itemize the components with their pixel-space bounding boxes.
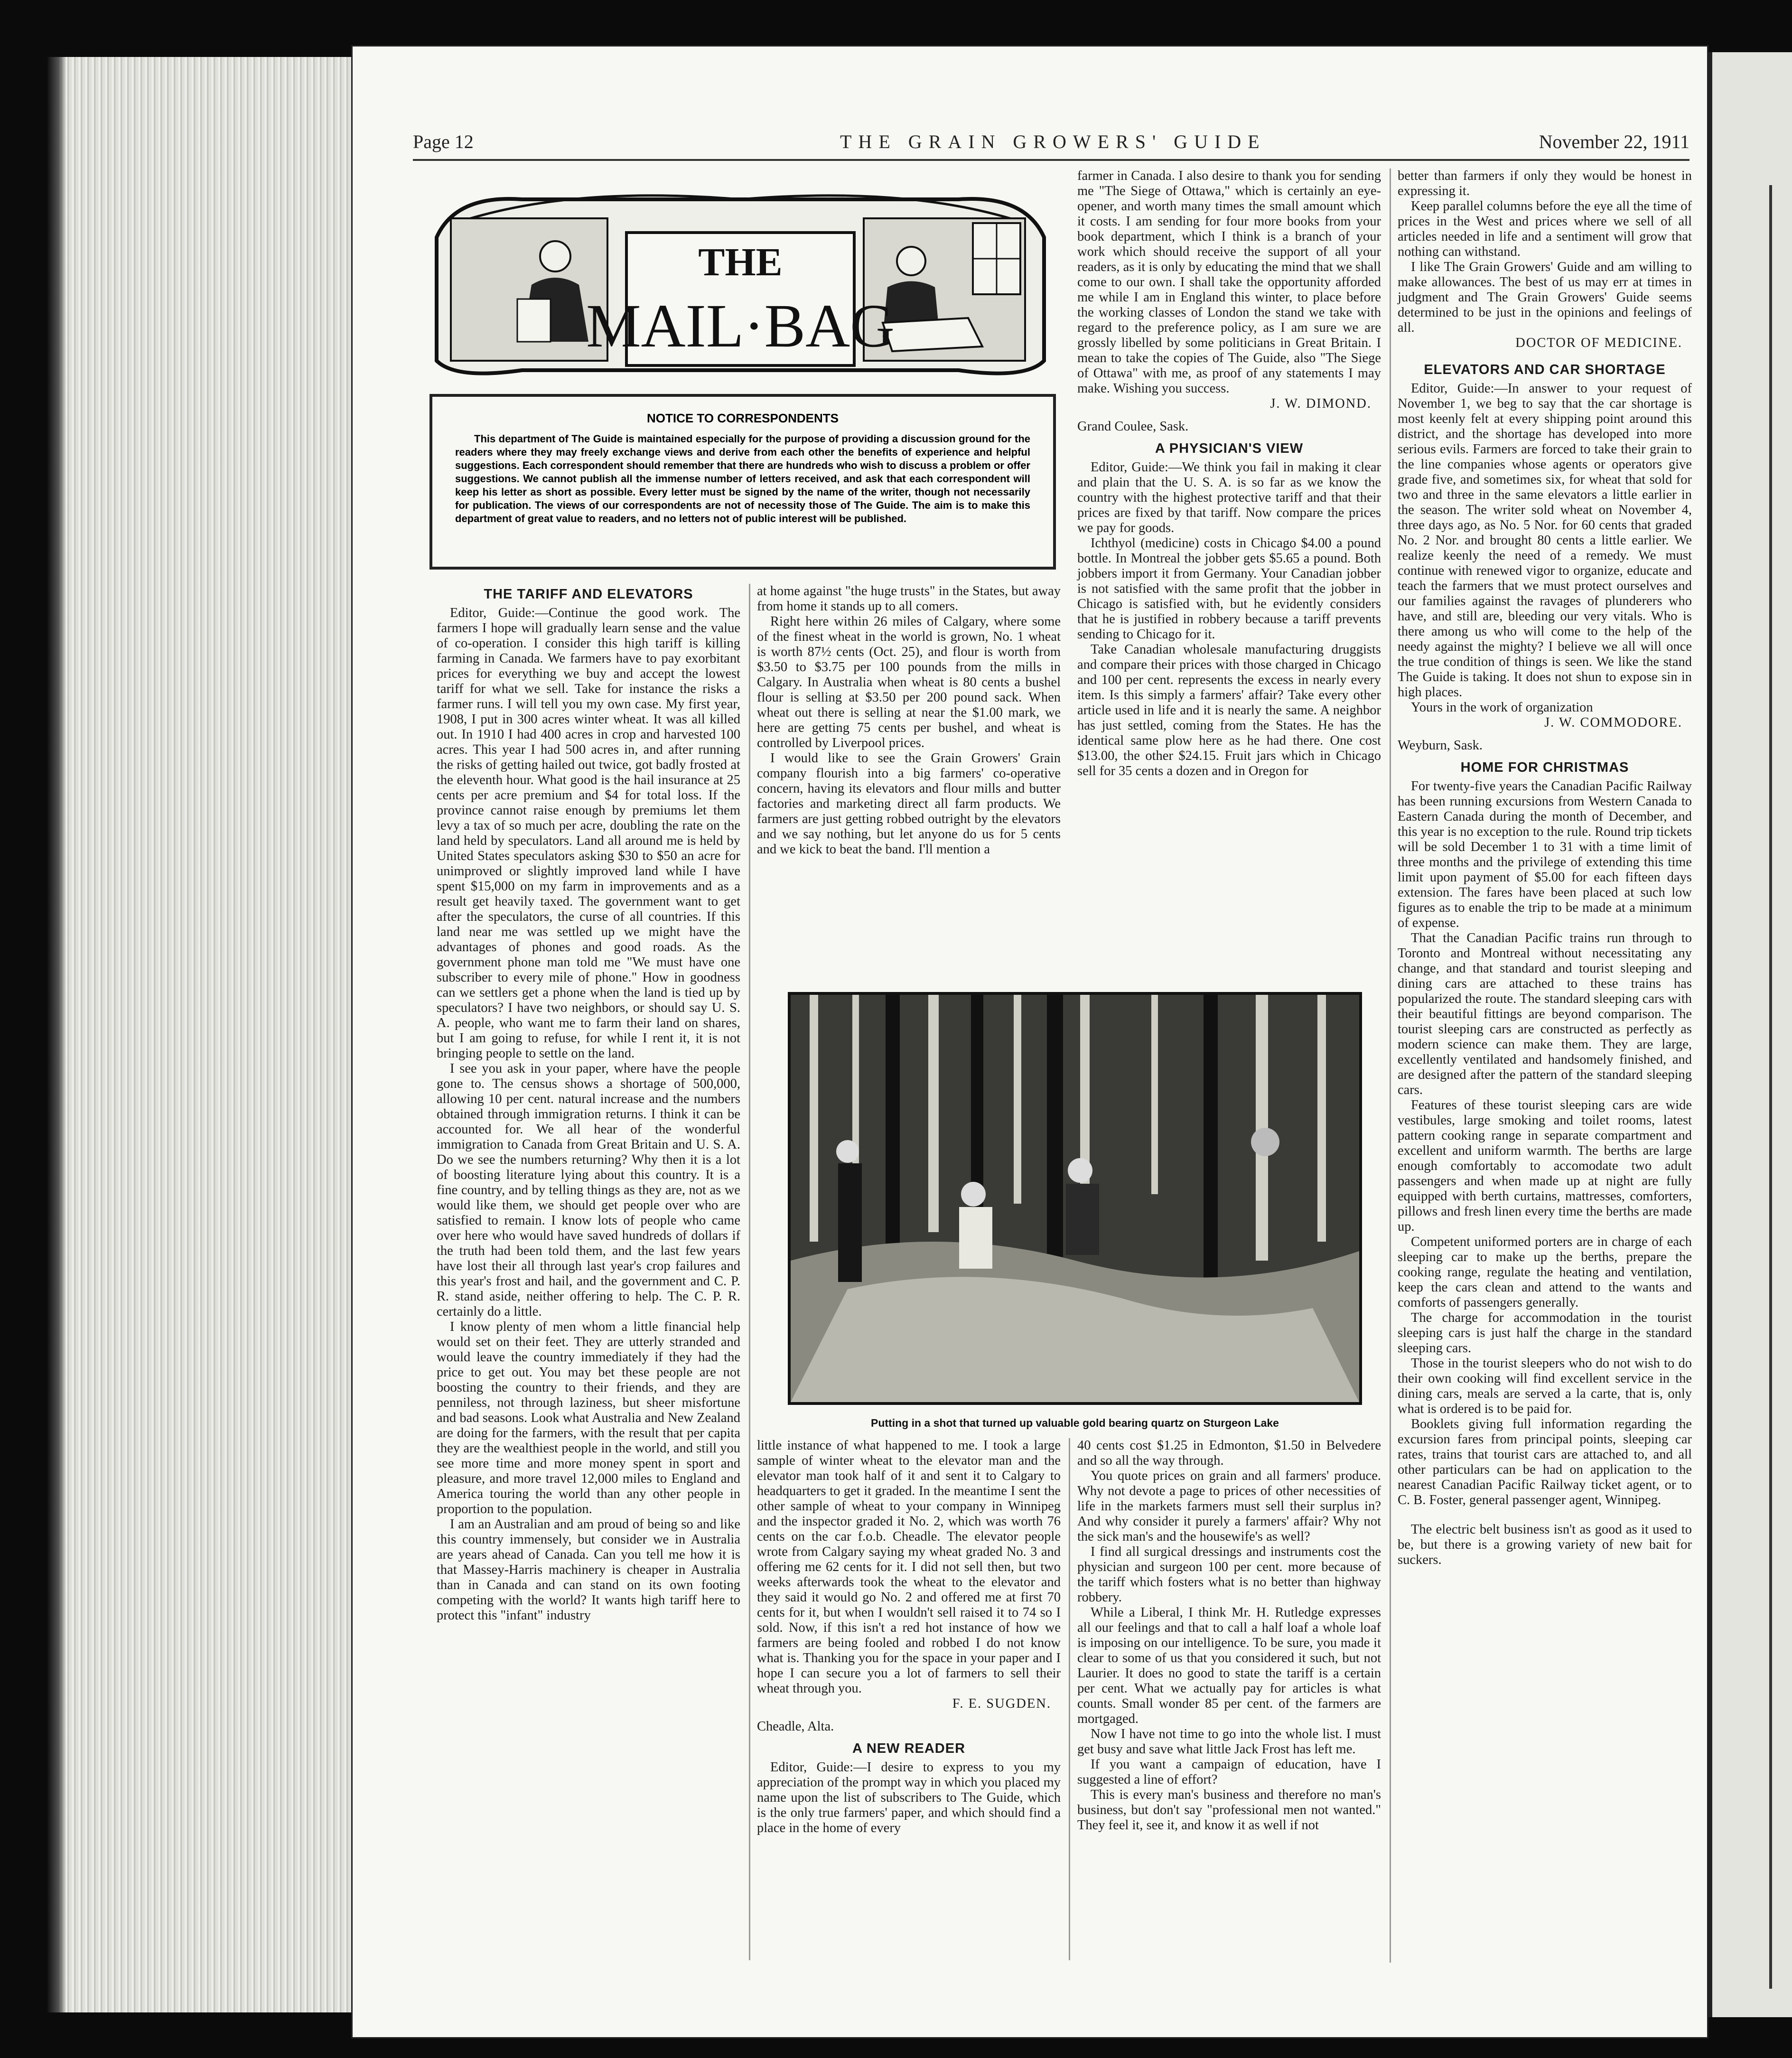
christmas-paragraph-5: The charge for accommodation in the tourist sleeping cars is just half the charge in the standard sleeping cars.	[1398, 1310, 1692, 1356]
physician-signature: DOCTOR OF MEDICINE.	[1515, 336, 1682, 350]
tariff-continued: at home against "the huge trusts" in the States, but away from home it stands up to all comers.	[757, 584, 1061, 614]
physician-paragraph-4: 40 cents cost $1.25 in Edmonton, $1.50 in Belvedere and so all the way through.	[1077, 1438, 1381, 1468]
physician-heading: A PHYSICIAN'S VIEW	[1155, 441, 1304, 456]
book-page-edges	[47, 57, 373, 2012]
physician-paragraph-7: While a Liberal, I think Mr. H. Rutledge expresses all our feelings and that to call a half loaf a whole loaf is imposing on our intelligence. To be sure, you made it clear to some of us that you considered it such, but not Laurier. It does no good to state the tariff is a certain per cent. What we actually pay for articles is what counts. Small wonder 85 per cent. of the farmers are mortgaged.	[1077, 1605, 1381, 1726]
christmas-heading: HOME FOR CHRISTMAS	[1460, 760, 1629, 775]
tariff-paragraph-4: I am an Australian and am proud of being so and like this country immensely, but consider we in Australia are years ahead of Canada. Can you tell me how it is that Massey-Harris machinery is cheaper in Australia than in Canada and can stand on its own footing competing with the world? It wants high tariff here to protect this "infant" industry	[437, 1517, 740, 1623]
binding-shadow	[47, 57, 66, 2012]
column-rule	[1069, 1438, 1070, 1960]
column-3	[1077, 168, 1381, 779]
tariff-place: Cheadle, Alta.	[757, 1719, 834, 1734]
christmas-paragraph-1: For twenty-five years the Canadian Pacific Railway has been running excursions from Western Canada to Eastern Canada during the month of December, and this year is no exception to the rule. Round trip tickets will be sold December 1 to 31 with a time limit of three months and the privilege of extending this time limit upon payment of $5.00 for each fifteen days extension. The fares have been placed at such low figures as to enable the trip to be made at a minimum of expense.	[1398, 779, 1692, 930]
tariff-paragraph-1: Editor, Guide:—Continue the good work. The farmers I hope will gradually learn sense and the value of co-operation. I consider this high tariff is killing farming in Canada. We farmers have to pay exorbitant prices for everything we buy and accept the lowest tariff for what we sell. Take for instance the risks a farmer runs. I will tell you my own case. My first year, 1908, I put in 300 acres winter wheat. It was all killed out. In 1910 I had 400 acres in crop and harvested 100 acres. This year I had 500 acres in, and after running the risks of getting hailed out twice, got badly frosted at the eleventh hour. What good is the hail insurance at 25 cents per acre premium and $4 for total loss. If the province cannot raise enough by premiums let them levy a tax of so much per acre, doubling the rate on the land held by speculators. Land all around me is held by United States speculators asking $30 to $50 an acre for unimproved or slightly improved land while I have spent $15,000 on my farm in improvements and as a result get heavily taxed. The government want to get after the speculators, the curse of all countries. If this land near me was settled up we might have the advantages of phones and good roads. As the government phone man told me "We must have one subscriber to every mile of phone." How in goodness can we settlers get a phone when the land is tied up by speculators? I have two neighbors, or should say U. S. A. people, who want me to farm their land on shares, but I am going to refuse, for while I rent it, it is not bringing people to settle on the land.	[437, 606, 740, 1061]
physician-paragraph-5: You quote prices on grain and all farmers' produce. Why not devote a page to prices of other necessities of life in the markets farmers must sell their surplus in? And why consider it purely a farmers' affair? Why not the sick man's and the housewife's as well?	[1077, 1469, 1381, 1544]
christmas-paragraph-4: Competent uniformed porters are in charge of each sleeping car to make up the berths, prepare the cooking range, regulate the heating and ventilation, keep the cars clean and attend to the wants and comforts of passengers generally.	[1398, 1235, 1692, 1310]
physician-paragraph-1: Editor, Guide:—We think you fail in making it clear and plain that the U. S. A. is so far as we know the country with the highest protective tariff and that their prices are fixed by that tariff. Now compare the prices we pay for goods.	[1077, 460, 1381, 535]
column-2	[757, 584, 1061, 857]
tariff-heading: THE TARIFF AND ELEVATORS	[484, 587, 693, 602]
elevators-paragraph-1: Editor, Guide:—In answer to your request of November 1, we beg to say that the car shortage is most keenly felt at every shipping point around this district, and the shortage has developed into more serious evils. Farmers are forced to take their grain to the line companies whose agents or operators give grade five, and sometimes six, for wheat that sold for two and three in the same elevators a little earlier in the season. The writer sold wheat on November 4, three days ago, as No. 5 Nor. for 60 cents that graded No. 2 Nor. and brought 80 cents a little earlier. We realize keenly the need of a remedy. We must continue with renewed vigor to organize, educate and teach the farmers that we must protect ourselves and our families against the ravages of plunderers who have, and still are, bleeding our very vitals. Who is there among us who will come to the help of the needy against the mighty? I believe we all will once the true condition of things is seen. We like the stand The Guide is taking. It does not shun to expose sin in high places.	[1398, 381, 1692, 700]
page-number: Page 12	[413, 131, 474, 152]
next-page-edge	[1708, 52, 1792, 2017]
tariff-paragraph-3: I know plenty of men whom a little financial help would set on their feet. They are utterly stranded and would leave the country immediately if they had the price to get out. You may bet these people are not boosting the country to their friends, and they are penniless, not through laziness, but sheer misfortune and bad seasons. Look what Australia and New Zealand are doing for the farmers, with the result that per capita they are the wealthiest people in the world, and still you see more time and more money spent in sport and pleasure, and more travel 12,000 miles to England and America touring the world than any other people in proportion to the population.	[437, 1319, 740, 1516]
publication-title: THE GRAIN GROWERS' GUIDE	[840, 131, 1266, 152]
column-3-lower	[1077, 1438, 1381, 1833]
tariff-paragraph-7: little instance of what happened to me. I took a large sample of winter wheat to the elevator man and the elevator man took half of it and sent it to Calgary to headquarters to get it graded. In the meantime I sent the other sample of wheat to your company in Winnipeg and the inspector graded it No. 2, which was worth 76 cents on the car f.o.b. Cheadle. The elevator people wrote from Calgary saying my wheat graded No. 3 and offering me 62 cents for it. I did not sell then, but two weeks afterwards took the wheat to the elevator and they said it would go No. 2 and offered me at first 70 cents for it, but when I wouldn't sell raised it to 74 so I sold. Now, if this isn't a red hot instance of how we farmers are being fooled and robbed I do not know what is. Thanking you for the space in your paper and I hope I can secure you a lot of farmers to sell their wheat through you.	[757, 1438, 1061, 1696]
column-4	[1398, 168, 1692, 1568]
reader-heading: A NEW READER	[852, 1741, 966, 1756]
physician-paragraph-2: Ichthyol (medicine) costs in Chicago $4.00 a pound bottle. In Montreal the jobber gets $5.65 a pound. Both jobbers import it from Germany. Your Canadian jobber is not satisfied with the same profit that the jobber in Chicago is satisfied with, but he evidently considers that he is justified in robbery because a tariff prevents sending to Chicago for it.	[1077, 536, 1381, 642]
notice-body: This department of The Guide is maintained especially for the purpose of providing a discussion ground for the readers where they may freely exchange views and derive from each other the benefits of experience and helpful suggestions. Each correspondent should remember that there are hundreds who wish to discuss a problem or offer suggestions. We cannot publish all the immense number of letters received, and ask that each correspondent will keep his letter as short as possible. Every letter must be signed by the name of the writer, though not necessarily for publication. The views of our correspondents are not of necessity those of The Guide. The aim is to make this department of great value to readers, and no letters not of public interest will be published.	[455, 433, 1030, 524]
tariff-paragraph-5: Right here within 26 miles of Calgary, where some of the finest wheat in the world is grown, No. 1 wheat is worth 87½ cents (Oct. 25), and flour is worth from $3.50 to $3.75 per 100 pounds from the mills in Calgary. In Australia when wheat is 80 cents a bushel flour is selling at $3.50 per 200 pound sack. When wheat out there is selling at near the $1.00 mark, we here are getting 75 cents per bushel, and wheat is controlled by Liverpool prices.	[757, 614, 1061, 750]
elevators-signature: J. W. COMMODORE.	[1544, 715, 1682, 730]
issue-date: November 22, 1911	[1539, 131, 1689, 152]
physician-paragraph-3: Take Canadian wholesale manufacturing druggists and compare their prices with those charged in Chicago and 100 per cent. represents the excess in nearly every item. Is this simply a farmers' affair? Take every other article used in life and it is nearly the same. A neighbor has just settled, coming from the States. He has the identical same plow here as he had there. One cost $13.00, the other $24.15. Fruit jars which in Chicago sell for 35 cents a dozen and in Oregon for	[1077, 642, 1381, 778]
masthead-mailbag: MAIL·BAG	[586, 292, 895, 360]
page-header	[413, 131, 1689, 159]
reader-place: Grand Coulee, Sask.	[1077, 419, 1189, 434]
physician-paragraph-13: I like The Grain Growers' Guide and am willing to make allowances. The best of us may err at times in judgment and The Grain Growers' Guide seems determined to be just in the opinions and feelings of all.	[1398, 260, 1692, 335]
reader-paragraph-2: farmer in Canada. I also desire to thank you for sending me "The Siege of Ottawa," which is certainly an eye-opener, and worth many times the small amount which it costs. I am sending for four more books from your book department, which I think is a branch of your work which should receive the support of all your readers, as it is only by educating the mind that we shall come to our own. I shall take the opportunity afforded me while I am in England this winter, to place before the working classes of London the stand we take with regard to the preference policy, as I am sure we are grossly libelled by some politicians in Great Britain. I mean to take the copies of The Guide, also "The Siege of Ottawa" with me, as proof of any statements I may make. Wishing you success.	[1077, 168, 1381, 396]
elevators-place: Weyburn, Sask.	[1398, 738, 1483, 753]
christmas-paragraph-6: Those in the tourist sleepers who do not wish to do their own cooking will find excellent service in the dining cars, meals are served a la carte, that is, only what is ordered is to be paid for.	[1398, 1356, 1692, 1416]
tariff-signature: F. E. SUGDEN.	[952, 1696, 1051, 1711]
reader-paragraph-1: Editor, Guide:—I desire to express to you my appreciation of the prompt way in which you placed my name upon the list of subscribers to The Guide, which is the only true farmers' paper, and which should find a place in the home of every	[757, 1760, 1061, 1835]
column-rule	[1390, 168, 1391, 1963]
masthead-the: THE	[698, 240, 783, 284]
physician-paragraph-10: This is every man's business and therefore no man's business, but don't say "professional men not wanted." They feel it, see it, and know it as well if not	[1077, 1787, 1381, 1833]
filler-item: The electric belt business isn't as good as it used to be, but there is a growing variety of new bait for suckers.	[1398, 1522, 1692, 1567]
physician-paragraph-6: I find all surgical dressings and instruments cost the physician and surgeon 100 per cent. more because of the tariff which fosters what is no better than highway robbery.	[1077, 1544, 1381, 1605]
reader-signature: J. W. DIMOND.	[1270, 396, 1372, 411]
header-rule	[413, 159, 1689, 161]
christmas-paragraph-2: That the Canadian Pacific trains run through to Toronto and Montreal without necessitating any change, and that standard and tourist sleeping and dining cars are attached to these trains has popularized the route. The standard sleeping cars with their beautiful fittings are beyond comparison. The tourist sleeping cars are constructed as perfectly as modern science can make them. They are large, excellently ventilated and handsomely finished, and are designed after the pattern of the standard sleeping cars.	[1398, 931, 1692, 1097]
physician-paragraph-12: Keep parallel columns before the eye all the time of prices in the West and prices where we sell of all articles needed in life and a sentiment will grow that nothing can withstand.	[1398, 199, 1692, 259]
tariff-paragraph-6: I would like to see the Grain Growers' Grain company flourish into a big farmers' co-operative concern, having its elevators and flour mills and butter factories and marketing direct all farm products. We farmers are just getting robbed outright by the elevators and we say nothing, but let anyone do us for 5 cents and we kick to beat the band. I'll mention a	[757, 751, 1061, 857]
photo-caption: Putting in a shot that turned up valuable gold bearing quartz on Sturgeon Lake	[871, 1417, 1279, 1429]
tariff-paragraph-2: I see you ask in your paper, where have the people gone to. The census shows a shortage of 500,000, allowing 10 per cent. natural increase and the numbers obtained through immigration returns. I think it can be accounted for. We all hear of the wonderful immigration to Canada from Great Britain and U. S. A. Do we see the numbers returning? Why then it is a lot of boosting literature lying about this country. It is a fine country, and by telling things as they are, not as we would like them, we should get people over who are satisfied to remain. I know lots of people who came over here who would have saved hundreds of dollars if the truth had been told them, and the last few years have lost their all through last year's crop failures and this year's frost and hail, and the government and C. P. R. stand aside, neither offering to help. The C. P. R. certainly do a little.	[437, 1061, 740, 1319]
physician-paragraph-11: better than farmers if only they would be honest in expressing it.	[1398, 168, 1692, 198]
christmas-paragraph-3: Features of these tourist sleeping cars are wide vestibules, large smoking and toilet rooms, latest pattern cooking range in separate compartment and excellent and uniform warmth. The berths are large enough comfortably to accomodate two adult passengers and when made up at night are fully equipped with berth curtains, mattresses, comforters, pillows and fresh linen every time the berths are made up.	[1398, 1098, 1692, 1234]
elevators-closing: Yours in the work of organization	[1411, 700, 1593, 715]
column-2-lower	[757, 1438, 1061, 1836]
column-1	[437, 584, 740, 1623]
column-rule	[749, 584, 750, 1960]
notice-to-correspondents	[429, 394, 1056, 570]
elevators-heading: ELEVATORS AND CAR SHORTAGE	[1424, 362, 1666, 377]
physician-paragraph-9: If you want a campaign of education, have I suggested a line of effort?	[1077, 1757, 1381, 1787]
mail-bag-masthead	[427, 180, 1054, 380]
sturgeon-lake-photo	[788, 992, 1362, 1405]
christmas-paragraph-7: Booklets giving full information regarding the excursion fares from principal points, sleeping car rates, trains that tourist cars are attached to, and all other particulars can be had on application to the nearest Canadian Pacific Railway ticket agent, or to C. B. Foster, general passenger agent, Winnipeg.	[1398, 1417, 1692, 1507]
physician-paragraph-8: Now I have not time to go into the whole list. I must get busy and save what little Jack Frost has left me.	[1077, 1727, 1381, 1757]
notice-title: NOTICE TO CORRESPONDENTS	[646, 411, 839, 425]
